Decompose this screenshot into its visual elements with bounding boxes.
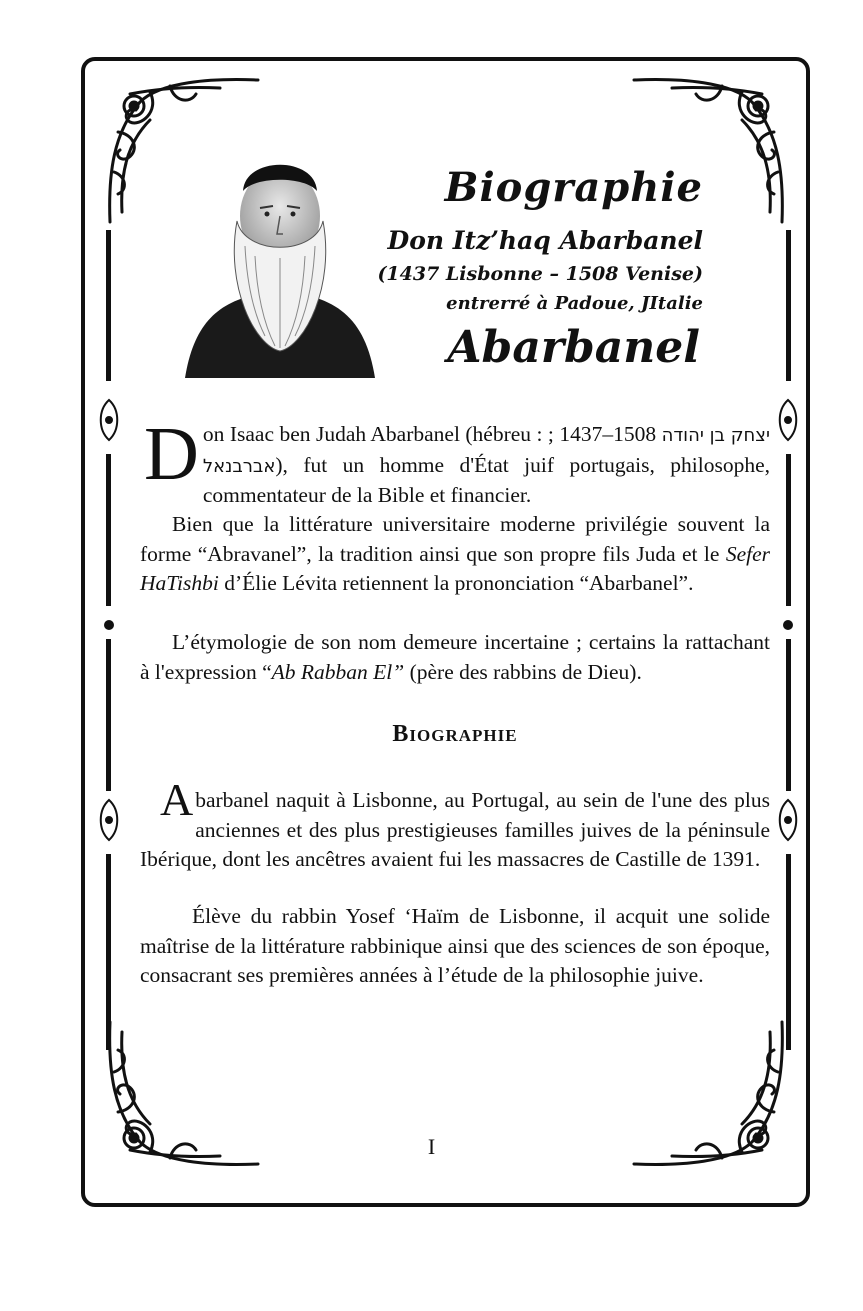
header-signature: Abarbanel — [447, 322, 700, 373]
p4-text: barbanel naquit à Lisbonne, au Portugal, au sein de l'une des plus anciennes et des plus prestigieuses familles juives de la péninsule Ibérique, dont les ancêtres avaient fui les massacres de Castille de 1391. — [140, 788, 770, 871]
p2-text-2: d’Élie Lévita retiennent la prononciation “Abarbanel”. — [218, 571, 694, 595]
p5-text: Élève du rabbin Yosef ‘Haïm de Lisbonne, il acquit une solide maîtrise de la littérature rabbinique ainsi que des sciences de son époque, consacrant ses premières années à l’étude de la philosophie juive. — [140, 904, 770, 987]
paragraph-pronunciation — [140, 510, 770, 599]
hebrew-surname: אברבנאל — [202, 455, 276, 477]
p1-text-3: ), fut un homme d'État juif portugais, philosophe, commentateur de la Bible et financier. — [202, 452, 770, 507]
p3-text-2: (père des rabbins de Dieu). — [404, 659, 642, 684]
paragraph-intro — [140, 412, 771, 511]
header-burial: entrerré à Padoue, JItalie — [446, 293, 703, 314]
paragraph-education — [140, 902, 770, 991]
p1-text-2: 1508–1437 ; — [547, 422, 662, 446]
p3-italic: Ab Rabban El” — [271, 659, 405, 684]
hebrew-name: יצחק בן יהודה — [661, 425, 771, 446]
header-title: Biographie — [444, 164, 703, 211]
p2-italic: Sefer HaTishbi — [140, 541, 770, 595]
paragraph-etymology — [140, 628, 770, 687]
section-title-biographie: Biographie — [392, 721, 518, 747]
side-ornament-left — [98, 230, 120, 1050]
side-ornament-right — [777, 230, 799, 1050]
page-number: I — [427, 1134, 436, 1159]
header-name: Don Itz’haq Abarbanel — [387, 226, 703, 255]
p3-text-1: L’étymologie de son nom demeure incertaine ; certains la rattachant à l'expression “ — [140, 630, 770, 684]
paragraph-birth — [140, 774, 770, 875]
p1-text-1: on Isaac ben Judah Abarbanel (hébreu : — [202, 422, 548, 446]
dropcap-a: A — [160, 774, 194, 825]
portrait-image — [185, 146, 375, 378]
dropcap-d: D — [144, 412, 199, 496]
header-dates: (1437 Lisbonne – 1508 Venise) — [377, 263, 703, 285]
p2-text-1: Bien que la littérature universitaire moderne privilégie souvent la forme “Abravanel”, la tradition ainsi que son propre fils Juda et le — [140, 512, 770, 566]
